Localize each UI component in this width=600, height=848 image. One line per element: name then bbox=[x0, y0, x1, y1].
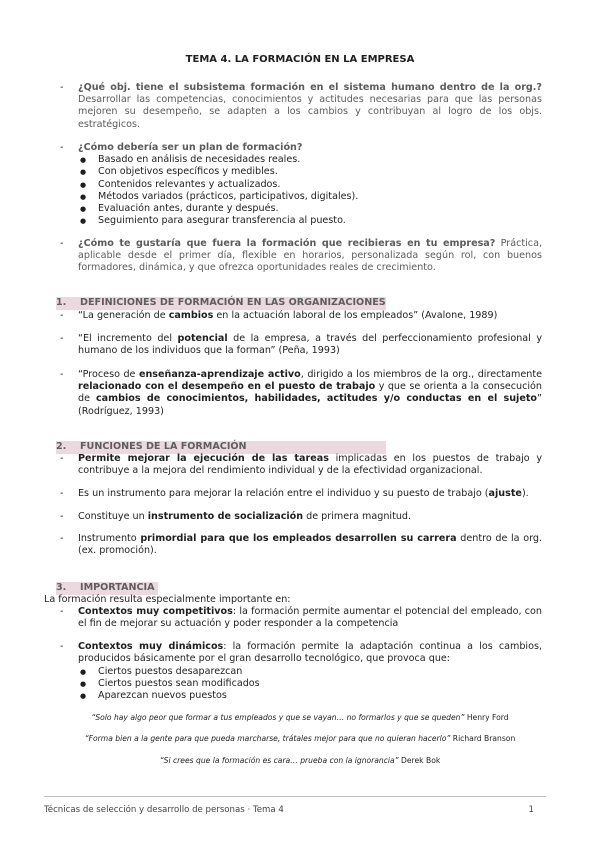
question-3-text: ¿Cómo te gustaría que fuera la formación que recibieras en tu empresa? bbox=[78, 238, 496, 249]
definition-3: - “Proceso de enseñanza-aprendizaje activo, dirigido a los miembros de la org., directamente relacionado con el desempeño en el puesto de trabajo y que se orienta a la consecución de cambios de conocimientos, habilidades, actitudes y/o conductas en el sujeto” (Rodríguez, 1993) bbox=[60, 369, 542, 417]
quote-text: “Solo hay algo peor que formar a tus empleados y que se vayan… no formarlos y que se queden” bbox=[91, 713, 465, 722]
question-1 bbox=[60, 82, 542, 131]
quote-3 bbox=[0, 755, 600, 767]
section-title: FUNCIONES DE LA FORMACIÓN bbox=[80, 441, 247, 452]
dash-marker: - bbox=[60, 82, 64, 93]
quote-1 bbox=[0, 712, 600, 724]
list-item: ● Evaluación antes, durante y después. bbox=[60, 203, 542, 215]
question-3-answer: Práctica, aplicable desde el primer día, flexible en horarios, personalizada según rol, con buenos formadores, dinámica, y que ofrezca oportunidades reales de crecimiento. bbox=[78, 238, 542, 274]
function-2: - Es un instrumento para mejorar la relación entre el individuo y su puesto de trabajo (ajuste). bbox=[60, 488, 529, 499]
function-1: - Permite mejorar la ejecución de las tareas implicadas en los puestos de trabajo y contribuye a la mejora del rendimiento individual y de la efectividad organizacional. bbox=[60, 453, 542, 477]
context-1: - Contextos muy competitivos: la formación permite aumentar el potencial del empleado, con el fin de mejorar su actuación y poder responder a la competencia bbox=[60, 606, 543, 630]
list-item: ● Basado en análisis de necesidades reales. bbox=[60, 154, 542, 166]
question-1-answer: Desarrollar las competencias, conocimientos y actitudes necesarias para que las personas mejoren su desempeño, se adapten a los cambios y contribuyan al logro de los objs. estratégicos. bbox=[78, 94, 542, 130]
section-number: 3. bbox=[56, 582, 67, 593]
bullet-list bbox=[60, 666, 542, 703]
quote-author: Richard Branson bbox=[450, 734, 516, 743]
question-2-text: ¿Cómo debería ser un plan de formación? bbox=[78, 142, 303, 153]
list-item: ● Contenidos relevantes y actualizados. bbox=[60, 179, 542, 191]
dash-marker: - bbox=[60, 238, 64, 249]
quote-2 bbox=[0, 733, 600, 745]
list-item: ● Seguimiento para asegurar transferencia al puesto. bbox=[60, 215, 542, 227]
question-1-text: ¿Qué obj. tiene el subsistema formación en el sistema humano dentro de la org.? bbox=[78, 82, 542, 93]
quote-text: “Si crees que la formación es cara… prueba con la ignorancia” bbox=[159, 756, 399, 765]
question-2 bbox=[60, 142, 542, 227]
quote-text: “Forma bien a la gente para que pueda marcharse, trátales mejor para que no quieran hacerlo” bbox=[84, 734, 451, 743]
function-4: - Instrumento primordial para que los empleados desarrollen su carrera dentro de la org. (ex. promoción). bbox=[60, 533, 542, 557]
section-number: 2. bbox=[56, 441, 67, 452]
footer-divider bbox=[44, 796, 546, 797]
question-3 bbox=[60, 238, 542, 275]
section-number: 1. bbox=[56, 297, 67, 308]
context-2: - Contextos muy dinámicos: la formación permite la adaptación continua a los cambios, producidos básicamente por el gran desarrollo tecnológico, que provoca que: bbox=[60, 641, 542, 665]
quote-author: Derek Bok bbox=[398, 756, 441, 765]
section-title: DEFINICIONES DE FORMACIÓN EN LAS ORGANIZACIONES bbox=[80, 297, 386, 308]
quote-author: Henry Ford bbox=[464, 713, 509, 722]
importance-intro: La formación resulta especialmente importante en: bbox=[44, 594, 291, 605]
page-number: 1 bbox=[528, 805, 534, 815]
section-1-heading bbox=[56, 297, 386, 310]
footer-text: Técnicas de selección y desarrollo de personas · Tema 4 bbox=[44, 805, 284, 815]
list-item: ● Ciertos puestos sean modificados bbox=[60, 678, 542, 690]
list-item: ● Con objetivos específicos y medibles. bbox=[60, 166, 542, 178]
list-item: ● Ciertos puestos desaparezcan bbox=[60, 666, 542, 678]
dash-marker: - bbox=[60, 142, 64, 153]
list-item: ● Aparezcan nuevos puestos bbox=[60, 690, 542, 702]
function-3: - Constituye un instrumento de socialización de primera magnitud. bbox=[60, 511, 412, 522]
plan-bullet-list bbox=[60, 154, 542, 227]
page-title: TEMA 4. LA FORMACIÓN EN LA EMPRESA bbox=[185, 54, 415, 65]
list-item: ● Métodos variados (prácticos, participativos, digitales). bbox=[60, 191, 542, 203]
definition-1: - “La generación de cambios en la actuación laboral de los empleados” (Avalone, 1989) bbox=[60, 310, 498, 321]
section-title: IMPORTANCIA bbox=[80, 582, 155, 593]
definition-2: - “El incremento del potencial de la empresa, a través del perfeccionamiento profesional y humano de los individuos que la forman” (Peña, 1993) bbox=[60, 333, 543, 357]
context-2-bullets bbox=[60, 666, 542, 703]
